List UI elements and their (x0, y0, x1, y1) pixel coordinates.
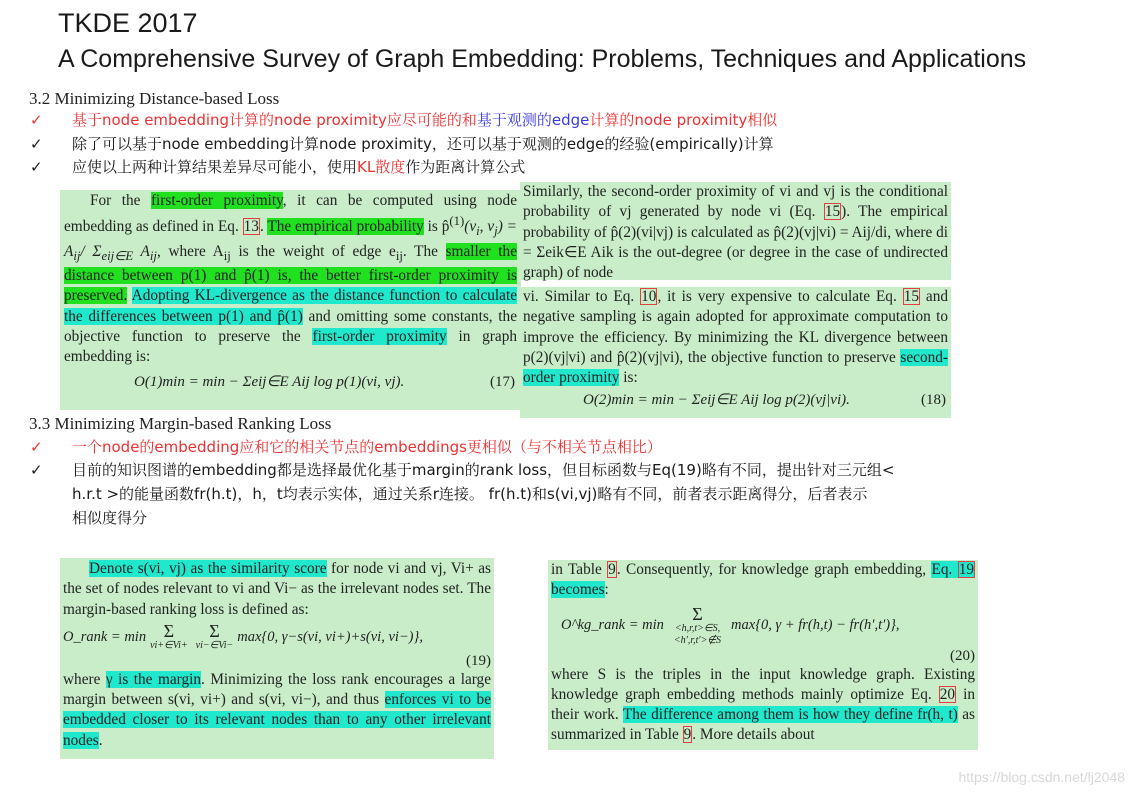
text: as summarized in Table (551, 706, 975, 744)
highlight-cyan: The difference among them is how they define fr(h, t) (622, 706, 958, 724)
bullet-text-part: KL散度 (357, 158, 406, 176)
venue-title: TKDE 2017 (58, 8, 198, 38)
highlight-green: The empirical probability (267, 218, 424, 236)
text: , where A (156, 242, 224, 260)
table-reference-9[interactable]: 9 (608, 561, 616, 578)
text: is the weight of edge e (230, 242, 396, 260)
sum-subscript: vi−∈Vi− (195, 639, 234, 651)
bullet-text-part: 基于观测的edge (476, 111, 590, 129)
equation-17 (64, 368, 517, 392)
checkmark-icon: ✓ (30, 135, 43, 153)
subscript: i (476, 224, 480, 239)
highlight-cyan: second-order proximity (523, 348, 948, 387)
sum-subscript: vi+∈Vi+ (150, 639, 188, 651)
equation-rhs: max{0, γ−s(vi, vi+)+s(vi, vi−)}, (237, 628, 423, 645)
subscript: j (494, 224, 498, 239)
bullet-text-line1: 目前的知识图谱的embedding都是选择最优化基于margin的rank loss，但目标函数与Eq(19)略有不同，提出针对三元组< (72, 461, 895, 479)
equation-body: O(1)min = min − Σeij∈E Aij log p(1)(vi, vj). (134, 373, 405, 390)
highlight-cyan: enforces vi to be embedded closer to its relevant nodes than to any other irrelevant nodes (63, 691, 491, 749)
bullet-3-3-1 (30, 436, 1110, 459)
bullet-text-part: 基于node embedding计算的node proximity应尽可能的和 (72, 111, 477, 129)
text: for node vi and vj, Vi+ as the set of nodes relevant to vi and Vi− as the irrelevant nodes set. The margin-based ranking loss is defined as: (63, 560, 491, 618)
eq-reference-20[interactable]: 20 (939, 685, 956, 703)
equation-19 (63, 620, 491, 652)
text: is p̂ (423, 218, 450, 236)
sum-subscript: <h′,r,t′>∉S (673, 634, 722, 646)
text: Eq. (931, 561, 958, 578)
subscript: ij (73, 248, 81, 263)
equation-20 (551, 601, 975, 647)
text: (v (464, 218, 477, 236)
table-reference-9[interactable]: 9 (683, 726, 692, 744)
section-heading-3-2: 3.2 Minimizing Distance-based Loss (29, 89, 280, 108)
paper-excerpt-second-order-bottom (520, 287, 951, 418)
equation-number: (17) (490, 373, 515, 390)
bullet-3-2-2 (30, 133, 1110, 156)
text: ). The empirical probability of p̂(2)(vi|vj) is calculated as p̂(2)(vj|vi) = Aij/di, where di = Σeik∈E Aik is the out-degree (or degree in the case of undirected graph) of node (523, 203, 948, 282)
sum-operator: Σ <h,r,t>∈S, <h′,r,t′>∉S (673, 603, 722, 646)
eq-reference-19[interactable]: 19 (958, 561, 974, 578)
highlight-green: first-order proximity (150, 192, 283, 209)
equation-lhs: O^kg_rank = min (561, 617, 664, 634)
bullet-text: 除了可以基于node embedding计算node proximity，还可以基于观测的edge的经验(empirically)计算 (72, 135, 774, 153)
subscript: eij∈E (101, 248, 134, 263)
bullet-3-2-1 (30, 109, 1110, 132)
text: , v (479, 218, 495, 236)
bullet-text: 一个node的embedding应和它的相关节点的embeddings更相似（与不相关节点相比） (72, 438, 662, 456)
subscript: ij (223, 248, 231, 263)
text: where S is the triples in the input knowledge graph. Existing knowledge graph embedding methods mainly optimize Eq. (551, 665, 975, 703)
checkmark-icon: ✓ (30, 438, 43, 456)
bullet-text-line2: h.r.t >的能量函数fr(h.t)，h，t均表示实体，通过关系r连接。 fr(h.t)和s(vi,vj)略有不同，前者表示距离得分，后者表示 (72, 485, 868, 503)
text: , it is very expensive to calculate Eq. (657, 288, 903, 305)
bullet-3-2-3 (30, 156, 1110, 179)
equation-body: O(2)min = min − Σeij∈E Aij log p(2)(vj|vi). (583, 392, 850, 409)
text: / Σ (80, 242, 102, 260)
highlight-cyan: first-order proximity (312, 327, 447, 345)
text: in their work. (551, 685, 975, 724)
highlight-green: smaller the distance between p(1) and p̂(1) is, the better first-order proximity is preserved. (64, 242, 517, 305)
paper-excerpt-knowledge-graph (548, 560, 978, 750)
sum-operator: Σ vi−∈Vi− (195, 620, 234, 651)
sum-subscript: <h,r,t>∈S, (674, 622, 721, 634)
equation-number: (20) (950, 647, 975, 664)
subscript: ij (395, 248, 403, 263)
bullet-text-part: 作为距离计算公式 (405, 158, 526, 176)
paper-title: A Comprehensive Survey of Graph Embedding: Problems, Techniques and Applications (58, 45, 1027, 73)
bullet-text-part: 计算的node proximity相似 (589, 111, 778, 129)
text: . More details about (692, 726, 815, 744)
text: : (604, 581, 609, 599)
section-heading-3-3: 3.3 Minimizing Margin-based Ranking Loss (29, 414, 332, 433)
text: and negative sampling is again adopted for approximate computation to improve the efficiency. By minimizing the KL divergence between p(2)(vj|vi) and p̂(2)(vj|vi), the objective function to preserve (523, 288, 948, 366)
equation-lhs: O_rank = min (63, 628, 147, 645)
subscript: ij (149, 248, 157, 263)
equation-18 (523, 388, 948, 410)
equation-number: (19) (466, 652, 491, 669)
highlight-cyan: Adopting KL-divergence as the distance function to calculate the differences between p(1) and p̂(1) (64, 287, 517, 325)
text: and omitting some constants, the objective function to preserve the (64, 307, 517, 345)
text: where (63, 670, 106, 688)
eq-reference-15[interactable]: 15 (903, 288, 919, 305)
superscript: (1) (449, 214, 465, 229)
text: becomes (551, 581, 605, 599)
text: . (98, 731, 103, 749)
eq-reference-15[interactable]: 15 (824, 203, 841, 221)
text: in graph embedding is: (64, 327, 517, 366)
checkmark-icon: ✓ (30, 111, 43, 129)
eq-reference-10[interactable]: 10 (641, 288, 657, 305)
text: . (259, 218, 268, 236)
text: Similarly, the second-order proximity of vi and vj is the conditional probability of vj generated by node vi (Eq. (523, 183, 948, 221)
text: . Minimizing the loss rank encourages a large margin between s(vi, vi+) and s(vi, vi−), and thus (63, 670, 491, 709)
paper-excerpt-second-order-top (520, 182, 951, 280)
checkmark-icon: ✓ (30, 158, 43, 176)
bullet-3-3-2 (30, 459, 1110, 531)
checkmark-icon: ✓ (30, 461, 43, 479)
text: ) = A (64, 218, 517, 260)
equation-number: (18) (921, 392, 946, 409)
paper-excerpt-first-order (60, 190, 521, 410)
text: , it can be computed using node embedding as defined in Eq. (64, 192, 517, 236)
eq-reference-13[interactable]: 13 (243, 218, 259, 236)
highlight-cyan: Denote s(vi, vj) as the similarity score (89, 560, 327, 577)
bullet-text-part: 应使以上两种计算结果差异尽可能小，使用 (72, 158, 358, 176)
sum-operator: Σ vi+∈Vi+ (150, 620, 188, 651)
text: in Table (551, 561, 608, 578)
equation-rhs: max{0, γ + fr(h,t) − fr(h′,t′)}, (731, 617, 900, 634)
text: vi. Similar to Eq. (523, 288, 641, 305)
paper-excerpt-margin-ranking (60, 558, 494, 759)
bullet-text-line3: 相似度得分 (72, 509, 148, 527)
text: . Consequently, for knowledge graph embedding, (616, 561, 932, 578)
text: A (133, 242, 150, 260)
text: . The (402, 242, 446, 260)
text: For the (90, 192, 151, 209)
text: is: (619, 369, 638, 387)
watermark: https://blog.csdn.net/lj2048 (958, 769, 1125, 785)
highlight-cyan: γ is the margin (105, 670, 202, 688)
